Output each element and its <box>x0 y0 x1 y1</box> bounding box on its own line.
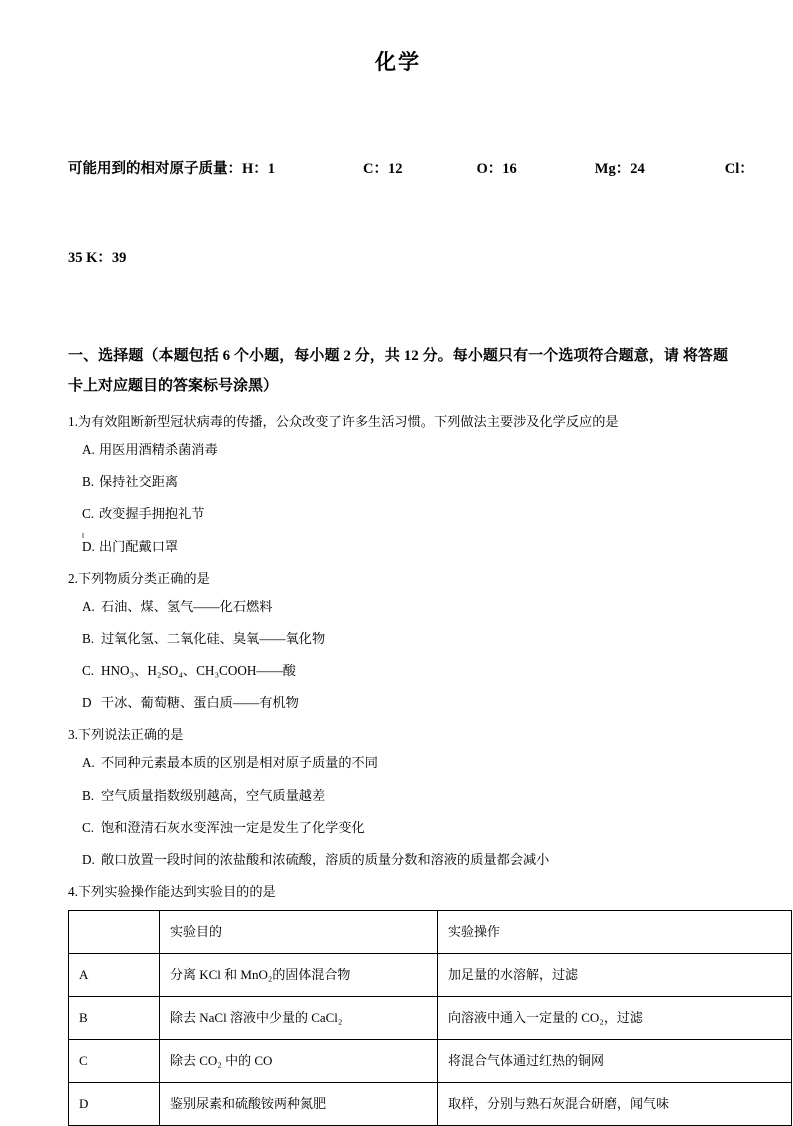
atomic-mass-h: H：1 <box>242 160 276 177</box>
row-operation: 加足量的水溶解，过滤 <box>438 954 792 997</box>
header-letter <box>69 911 160 954</box>
section-heading-line-1: 一、选择题（本题包括 6 个小题，每小题 2 分，共 12 分。每小题只有一个选项符合题意，请 <box>68 347 679 364</box>
header-operation: 实验操作 <box>438 911 792 954</box>
option-letter: D <box>82 695 92 711</box>
question-2-option-d[interactable] <box>68 693 728 712</box>
option-text: 敞口放置一段时间的浓盐酸和浓硫酸，溶质的质量分数和溶液的质量都会减小 <box>101 851 550 867</box>
row-purpose: 分离 KCl 和 MnO₂的固体混合物 <box>160 954 438 997</box>
option-text: 用医用酒精杀菌消毒 <box>99 442 218 458</box>
question-2-option-b[interactable] <box>68 629 728 648</box>
atomic-mass-o: O：16 <box>476 160 517 177</box>
page-title: 化学 <box>375 50 421 74</box>
option-text: HNO₃、H₂SO₄、CH₃COOH——酸 <box>101 663 296 679</box>
atomic-mass-line-1 <box>68 155 754 185</box>
question-1-stem: 1.为有效阻断新型冠状病毒的传播，公众改变了许多生活习惯。下列做法主要涉及化学反应的是 <box>68 413 619 429</box>
section-heading-line-2: 将答题卡上对应题目的答案标号涂黑） <box>68 347 728 394</box>
table-row[interactable] <box>69 1040 792 1083</box>
atomic-mass-block <box>68 95 754 333</box>
atomic-mass-mg: Mg：24 <box>594 160 645 177</box>
question-1-option-b[interactable] <box>68 472 728 491</box>
row-purpose: 除去 CO₂ 中的 CO <box>160 1040 438 1083</box>
row-purpose: 除去 NaCl 溶液中少量的 CaCl₂ <box>160 997 438 1040</box>
option-text: 空气质量指数级别越高，空气质量越差 <box>101 787 326 803</box>
row-letter: A <box>69 954 160 997</box>
option-letter: D. <box>82 538 95 554</box>
table-row[interactable] <box>69 954 792 997</box>
question-1-option-c[interactable] <box>68 504 728 523</box>
table-header-row <box>69 911 792 954</box>
option-text: 改变握手拥抱礼节 <box>99 506 205 522</box>
option-letter: B. <box>82 630 95 646</box>
question-2-option-c[interactable] <box>68 661 728 680</box>
scan-artifact-mark <box>82 533 84 538</box>
question-3-option-c[interactable] <box>68 818 728 837</box>
option-text: 保持社交距离 <box>99 474 179 490</box>
option-letter: C. <box>82 506 95 522</box>
row-operation: 取样，分别与熟石灰混合研磨，闻气味 <box>438 1083 792 1126</box>
section-heading <box>68 341 728 401</box>
question-2-stem: 2.下列物质分类正确的是 <box>68 570 210 586</box>
question-3-option-b[interactable] <box>68 786 728 805</box>
question-3-stem: 3.下列说法正确的是 <box>68 727 184 743</box>
option-letter: A. <box>82 755 95 771</box>
atomic-mass-label: 可能用到的相对原子质量： <box>68 160 242 177</box>
experiment-table-head <box>69 911 792 954</box>
atomic-mass-cl-head: Cl： <box>724 160 754 177</box>
option-text: 石油、煤、氢气——化石燃料 <box>101 598 273 614</box>
option-letter: B. <box>82 474 95 490</box>
option-letter: C. <box>82 663 95 679</box>
question-1-option-d[interactable] <box>68 537 728 556</box>
option-letter: A. <box>82 442 95 458</box>
option-text: 过氧化氢、二氧化硅、臭氧——氧化物 <box>101 630 326 646</box>
option-letter: A. <box>82 598 95 614</box>
question-4-stem: 4.下列实验操作能达到实验目的的是 <box>68 884 276 900</box>
option-text: 不同种元素最本质的区别是相对原子质量的不同 <box>101 755 378 771</box>
option-letter: D. <box>82 851 95 867</box>
experiment-table <box>68 910 792 1126</box>
header-purpose: 实验目的 <box>160 911 438 954</box>
row-purpose: 鉴别尿素和硫酸铵两种氮肥 <box>160 1083 438 1126</box>
question-1-option-a[interactable] <box>68 440 728 459</box>
row-letter: B <box>69 997 160 1040</box>
option-text: 干冰、葡萄糖、蛋白质——有机物 <box>101 695 299 711</box>
row-letter: D <box>69 1083 160 1126</box>
experiment-table-body <box>69 954 792 1126</box>
question-3-option-d[interactable] <box>68 850 728 869</box>
row-operation: 向溶液中通入一定量的 CO₂，过滤 <box>438 997 792 1040</box>
question-3-options <box>68 753 728 869</box>
table-row[interactable] <box>69 1083 792 1126</box>
atomic-mass-line-2: 35 K：39 <box>68 249 127 266</box>
page-content <box>68 50 754 1126</box>
row-letter: C <box>69 1040 160 1083</box>
question-2-options <box>68 597 728 713</box>
table-row[interactable] <box>69 997 792 1040</box>
question-1-options <box>68 440 728 556</box>
row-operation: 将混合气体通过红热的铜网 <box>438 1040 792 1083</box>
option-letter: C. <box>82 819 95 835</box>
question-3 <box>68 725 728 869</box>
question-1 <box>68 412 728 556</box>
option-text: 出门配戴口罩 <box>99 538 179 554</box>
question-2-option-a[interactable] <box>68 597 728 616</box>
option-letter: B. <box>82 787 95 803</box>
question-3-option-a[interactable] <box>68 753 728 772</box>
atomic-mass-c: C：12 <box>363 160 403 177</box>
question-2 <box>68 569 728 713</box>
option-text: 饱和澄清石灰水变浑浊一定是发生了化学变化 <box>101 819 365 835</box>
question-4 <box>68 882 728 1126</box>
